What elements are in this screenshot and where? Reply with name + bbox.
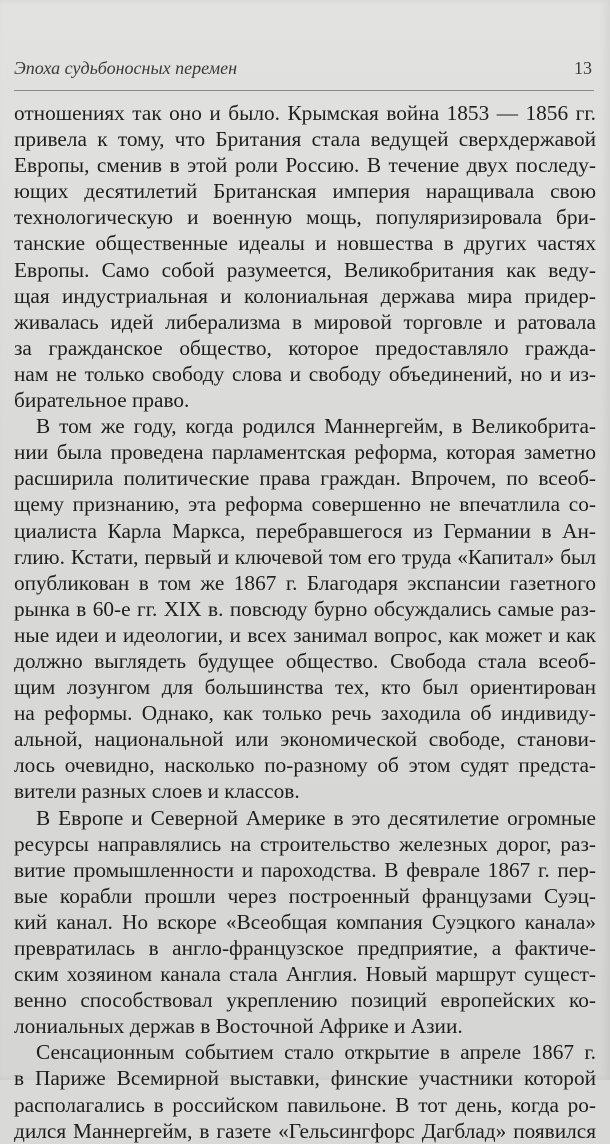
text-line: нам не только свободу слова и свободу объединений, но и из- [14, 361, 596, 386]
text-line: технологическую и военную мощь, популяризировала бри- [14, 205, 596, 230]
text-line: ные идеи и идеологии, и всех занимал вопрос, как может и как [14, 622, 596, 647]
text-line: В том же году, когда родился Маннергейм, в Великобрита- [36, 414, 596, 439]
text-line: живалась идей либерализма в мировой торговле и ратовала [14, 309, 596, 334]
text-line: вые корабли прошли через построенный французами Суэц- [14, 883, 596, 908]
text-line: отношениях так оно и было. Крымская война 1853 — 1856 гг. [14, 101, 596, 125]
text-line: ресурсы направлялись на строительство железных дорог, раз- [14, 831, 596, 856]
text-line: привела к тому, что Британия стала ведущей сверхдержавой [14, 127, 596, 152]
text-line: располагались в российском павильоне. В тот день, когда ро- [14, 1092, 596, 1117]
text-line: опубликован в том же 1867 г. Благодаря экспансии газетного [14, 570, 596, 595]
text-line: бирательное право. [14, 388, 190, 413]
text-line: глию. Кстати, первый и ключевой том его труда «Капитал» был [14, 544, 596, 569]
text-line: В Европе и Северной Америке в это десятилетие огромные [36, 805, 596, 830]
text-line: альной, национальной или экономической свободе, станови- [14, 727, 596, 752]
body-text [14, 100, 596, 1144]
text-line: щая индустриальная и колониальная держава мира придер- [14, 283, 596, 308]
text-line: венно способствовал укреплению позиций европейских ко- [14, 988, 596, 1013]
text-line: в Париже Всемирной выставки, финские участники которой [14, 1066, 596, 1091]
text-line: на реформы. Однако, как только речь заходила об индивиду- [14, 701, 596, 726]
chapter-title: Эпоха судьбоносных перемен [14, 58, 238, 78]
text-line: ским хозяином канала стала Англия. Новый маршрут сущест- [14, 962, 596, 987]
running-head [14, 58, 596, 86]
text-line: за гражданское общество, которое предоставляло гражда- [14, 335, 596, 360]
text-line: превратилась в англо-французское предприятие, а фактиче- [14, 936, 596, 960]
text-line: должно выглядеть будущее общество. Свобода стала всеоб- [14, 648, 596, 673]
text-line: лось очевидно, насколько по-разному об этом судят предста- [14, 753, 596, 778]
text-line: нии была проведена парламентская реформа, которая заметно [14, 440, 596, 465]
text-line: расширила политические права граждан. Впрочем, по всеоб- [14, 466, 596, 491]
text-line: Сенсационным событием стало открытие в апреле 1867 г. [36, 1040, 596, 1065]
text-line: кий канал. Но вскоре «Всеобщая компания Суэцкого канала» [14, 909, 596, 934]
text-line: Европы, сменив в этой роли Россию. В течение двух последу- [14, 153, 596, 178]
text-line: танские общественные идеалы и новшества в других частях [14, 231, 596, 256]
text-line: лониальных держав в Восточной Африке и Азии. [14, 1014, 463, 1039]
header-rule [14, 90, 594, 91]
text-line: щему признанию, эта реформа совершенно не впечатлила со- [14, 492, 596, 517]
text-line: вители разных слоев и классов. [14, 779, 300, 804]
page-number: 13 [574, 58, 592, 78]
text-line: дился Маннергейм, в газете «Гельсингфорс Дагблад» появился [14, 1118, 596, 1143]
text-line: щим лозунгом для большинства тех, кто был ориентирован [14, 675, 596, 700]
text-line: витие промышленности и пароходства. В феврале 1867 г. пер- [14, 857, 596, 882]
text-line: рынка в 60-е гг. XIX в. повсюду бурно обсуждались самые раз- [14, 596, 596, 621]
text-line: ющих десятилетий Британская империя наращивала свою [14, 179, 596, 204]
text-line: Европы. Само собой разумеется, Великобритания как веду- [14, 257, 596, 282]
text-line: циалиста Карла Маркса, перебравшегося из Германии в Ан- [14, 518, 596, 543]
